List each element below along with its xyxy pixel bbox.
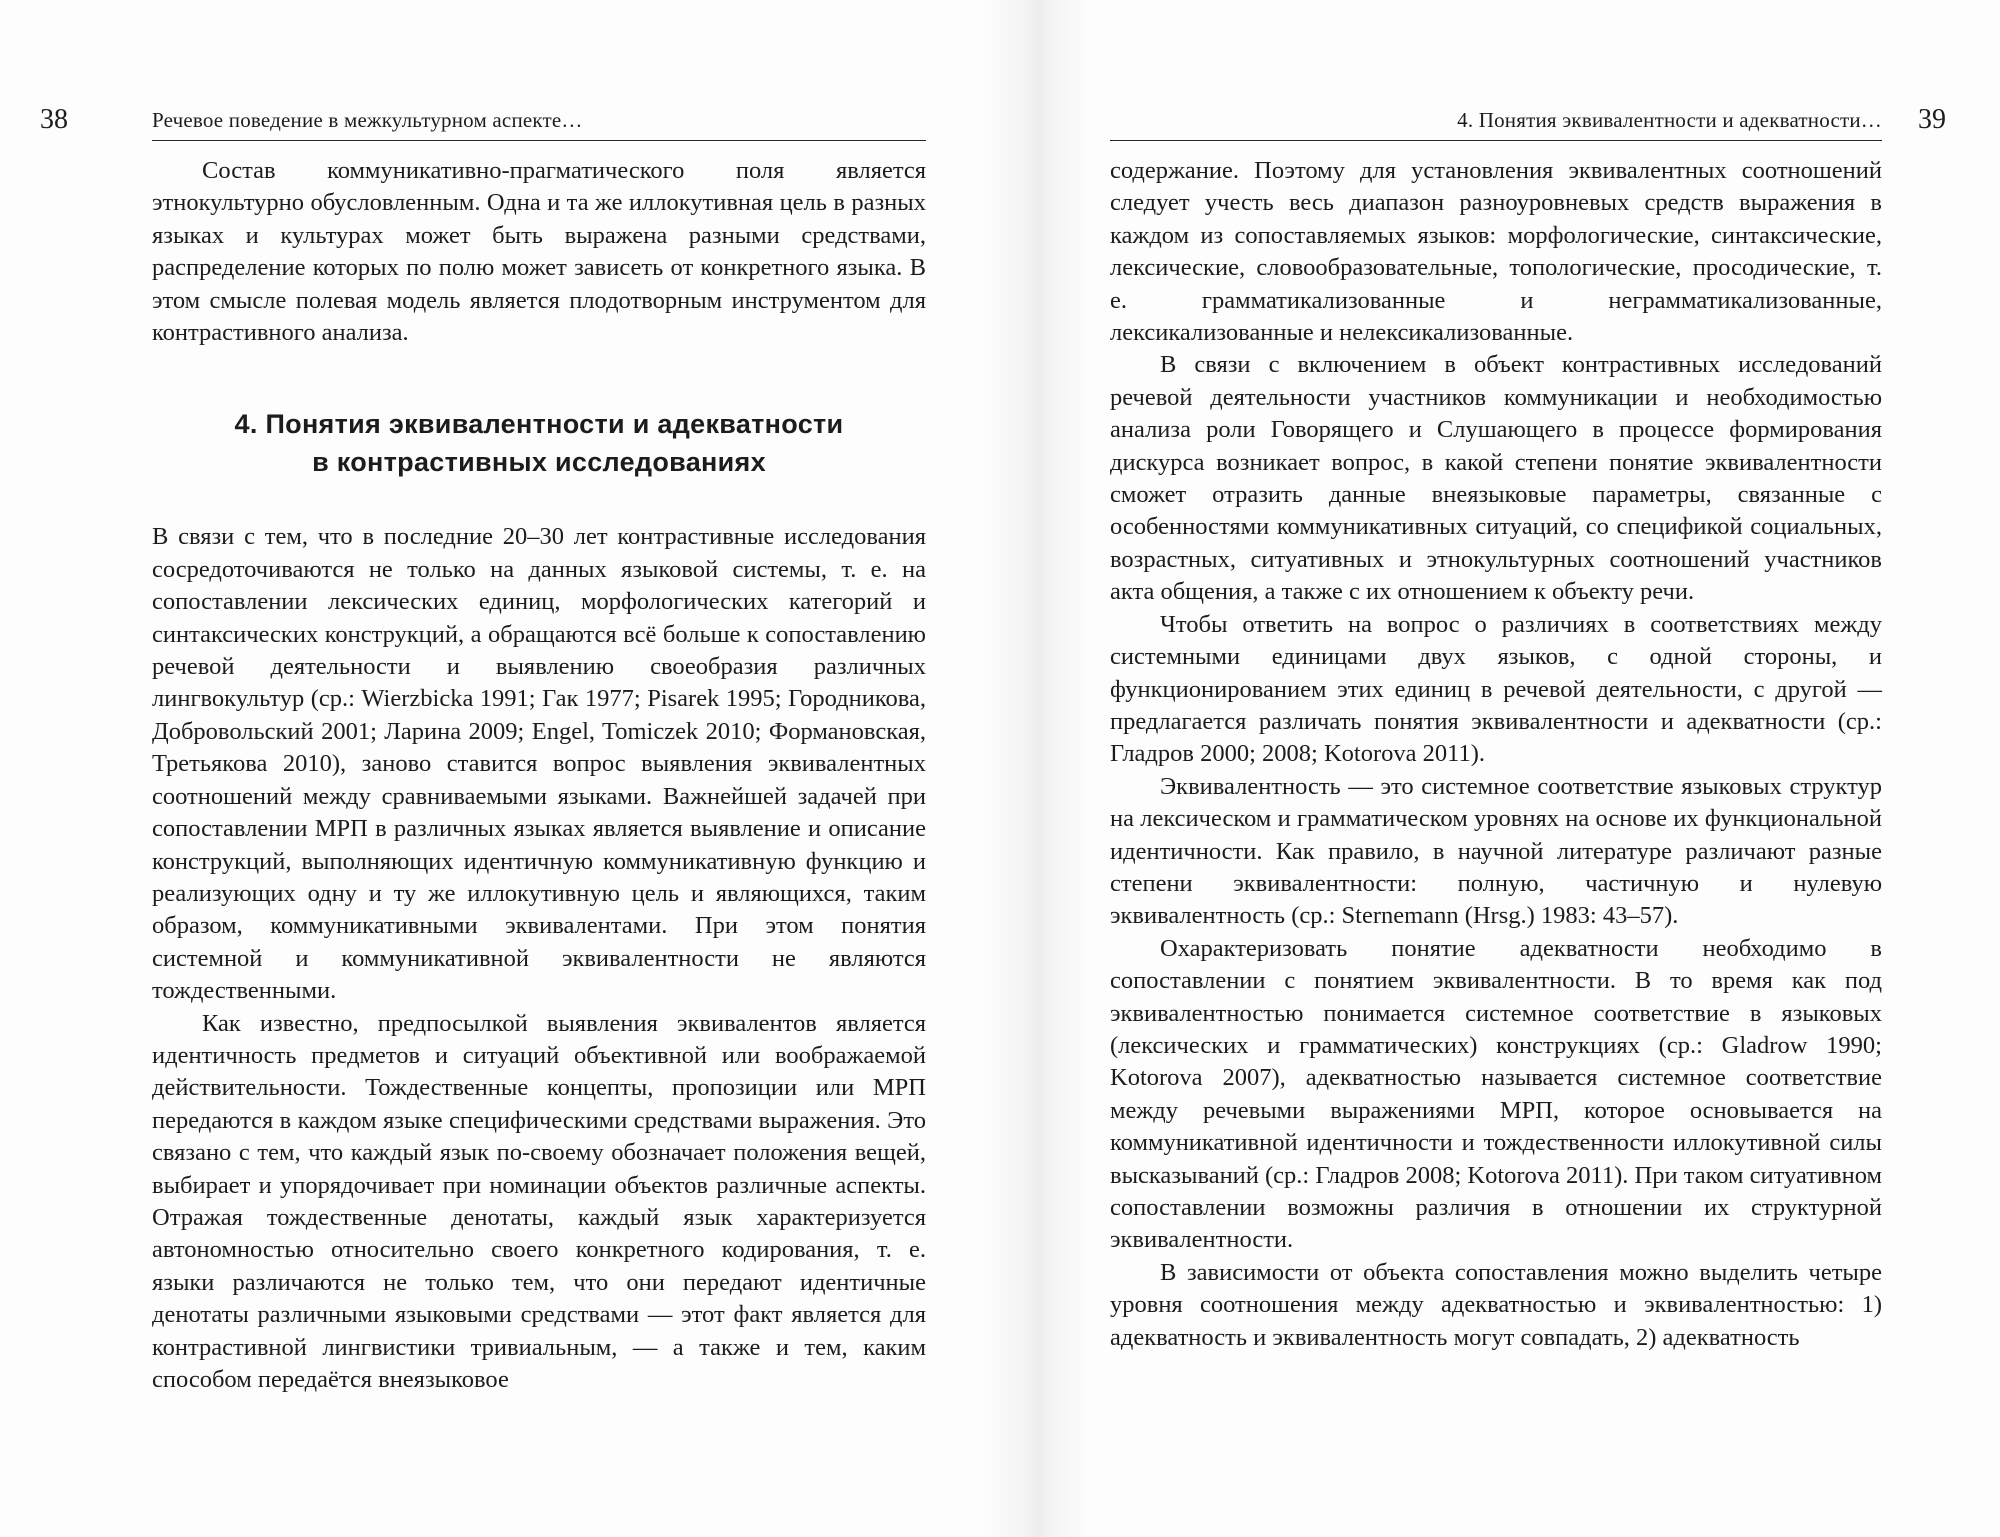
left-text-column [152, 155, 926, 1396]
right-paragraph-4: Охарактеризовать понятие адекватности необходимо в сопоставлении с понятием эквивалентности. В то время как под эквивалентностью понимается системное соответствие в языковых (лексических и грамматических) конструкциях (ср.: Gladrow 1990; Kotorova 2007), адекватностью называется системное соответствие между речевыми выражениями МРП, которое основывается на коммуникативной идентичности и тождественности иллокутивной силы высказываний (ср.: Гладров 2008; Kotorova 2011). При таком ситуативном сопоставлении возможны различия в отношении их структурной эквивалентности. [1110, 934, 1882, 1254]
left-paragraph-1: В связи с тем, что в последние 20–30 лет контрастивные исследования сосредоточиваются не только на данных языковой системы, т. е. на сопоставлении лексических единиц, морфологических категорий и синтаксических конструкций, а обращаются всё больше к сопоставлению речевой деятельности и выявлению своеобразия различных лингвокультур (ср.: Wierzbicka 1991; Гак 1977; Pisarek 1995; Городникова, Добровольский 2001; Ларина 2009; Engel, Tomiczek 2010; Формановская, Третьякова 2010), заново ставится вопрос выявления эквивалентных соотношений между сравниваемыми языками. Важнейшей задачей при сопоставлении МРП в различных языках является выявление и описание конструкций, выполняющих идентичную коммуникативную функцию и реализующих одну и ту же иллокутивную цель и являющихся, таким образом, коммуникативными эквивалентами. При этом понятия системной и коммуникативной эквивалентности не являются тождественными. [152, 523, 926, 1005]
right-page-header [1110, 100, 1882, 141]
section-heading-line-2: в контрастивных исследованиях [312, 447, 766, 478]
left-running-head: Речевое поведение в межкультурном аспекте… [152, 108, 583, 132]
left-page-number: 38 [40, 104, 68, 135]
right-text-column [1110, 155, 1882, 1354]
right-page-number: 39 [1918, 104, 1946, 135]
left-page-header [152, 100, 926, 141]
right-page [1000, 0, 2000, 1537]
right-paragraph-2: Чтобы ответить на вопрос о различиях в соответствиях между системными единицами двух языков, с одной стороны, и функционированием этих единиц в речевой деятельности, с другой — предлагается различать понятия эквивалентности и адекватности (ср.: Гладров 2000; 2008; Kotorova 2011). [1110, 610, 1882, 768]
left-paragraph-2: Как известно, предпосылкой выявления эквивалентов является идентичность предметов и ситуаций объективной или воображаемой действительности. Тождественные концепты, пропозиции или МРП передаются в каждом языке специфическими средствами выражения. Это связано с тем, что каждый язык по-своему обозначает положения вещей, выбирает и упорядочивает при номинации объектов различные аспекты. Отражая тождественные денотаты, каждый язык характеризуется автономностью относительно своего конкретного кодирования, т. е. языки различаются не только тем, что они передают идентичные денотаты различными языковыми средствами — этот факт является для контрастивной лингвистики тривиальным, — а также и тем, каким способом передаётся внеязыковое [152, 1009, 926, 1393]
section-heading [152, 405, 926, 481]
section-heading-line-1: 4. Понятия эквивалентности и адекватности [234, 409, 844, 440]
right-paragraph-1: В связи с включением в объект контрастивных исследований речевой деятельности участников коммуникации и необходимостью анализа роли Говорящего и Слушающего в процессе формирования дискурса возникает вопрос, в какой степени понятие эквивалентности сможет отразить данные внеязыковые параметры, связанные с особенностями коммуникативных ситуаций, со спецификой социальных, возрастных, ситуативных и этнокультурных соотношений участников акта общения, а также с их отношением к объекту речи. [1110, 351, 1882, 606]
right-paragraph-3: Эквивалентность — это системное соответствие языковых структур на лексическом и грамматическом уровнях на основе их функциональной идентичности. Как правило, в научной литературе различают разные степени эквивалентности: полную, частичную и нулевую эквивалентность (ср.: Sternemann (Hrsg.) 1983: 43–57). [1110, 772, 1882, 930]
left-intro-paragraph: Состав коммуникативно-прагматического поля является этнокультурно обусловленным. Одна и та же иллокутивная цель в разных языках и культурах может быть выражена разными средствами, распределение которых по полю может зависеть от конкретного языка. В этом смысле полевая модель является плодотворным инструментом для контрастивного анализа. [152, 157, 926, 347]
right-continuation-paragraph: содержание. Поэтому для установления эквивалентных соотношений следует учесть весь диапазон разноуровневых средств выражения в каждом из сопоставляемых языков: морфологические, синтаксические, лексические, словообразовательные, топологические, просодические, т. е. грамматикализованные и неграмматикализованные, лексикализованные и нелексикализованные. [1110, 157, 1882, 347]
right-paragraph-5: В зависимости от объекта сопоставления можно выделить четыре уровня соотношения между адекватностью и эквивалентностью: 1) адекватность и эквивалентность могут совпадать, 2) адекватность [1110, 1258, 1882, 1351]
right-running-head: 4. Понятия эквивалентности и адекватности… [1457, 108, 1882, 132]
